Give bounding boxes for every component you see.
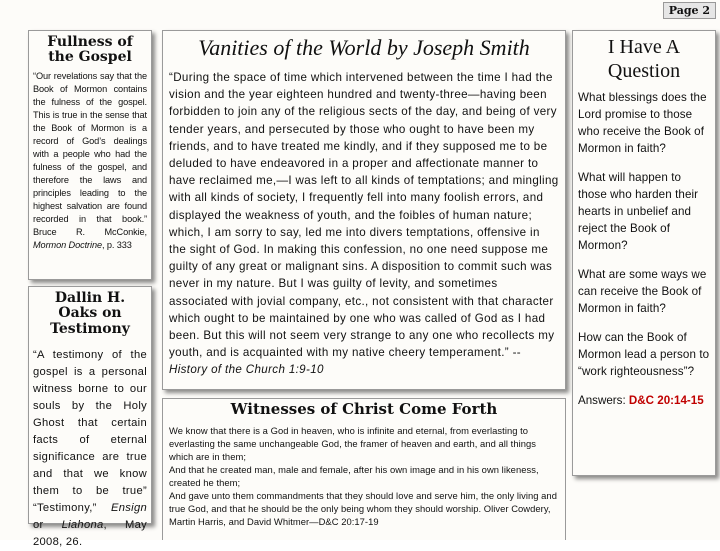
fullness-gospel-box bbox=[28, 30, 152, 280]
mormon-doctrine-page: , p. 333 bbox=[101, 239, 132, 250]
answers-reference: D&C 20:14-15 bbox=[628, 394, 704, 407]
or-text: or bbox=[33, 519, 62, 532]
question-item: What will happen to those who harden their hearts in unbelief and reject the Book of Mormon? bbox=[578, 171, 699, 252]
history-church-source: History of the Church 1:9-10 bbox=[169, 363, 324, 377]
witnesses-line: And that he created man, male and female, after his own image and in his own likeness, created he them; bbox=[169, 463, 539, 488]
vanities-box bbox=[162, 30, 566, 390]
witnesses-line: We know that there is a God in heaven, who is infinite and eternal, from everlasting to everlasting the same unchangeable God, the framer of heaven and earth, and all things which are in them; bbox=[169, 424, 536, 462]
ensign-source: Ensign bbox=[110, 502, 147, 515]
liahona-source: Liahona bbox=[61, 519, 104, 532]
oaks-testimony-title: Dallin H. Oaks on Testimony bbox=[50, 290, 130, 337]
vanities-title: Vanities of the World by Joseph Smith bbox=[198, 35, 530, 60]
witnesses-title: Witnesses of Christ Come Forth bbox=[230, 400, 498, 418]
joseph-smith-quote bbox=[169, 69, 559, 379]
answers-line bbox=[578, 392, 710, 409]
mormon-doctrine-source: Mormon Doctrine bbox=[33, 239, 102, 250]
oaks-quote-text: “A testimony of the gospel is a personal witness borne to our souls by the Holy Ghost that certain facts of eternal significance are true and that we know them to be true” “Testimony,” bbox=[33, 349, 147, 515]
answers-label: Answers: bbox=[578, 394, 629, 407]
page-label: Page 2 bbox=[663, 2, 716, 19]
question-title: I Have A Question bbox=[607, 36, 681, 82]
joseph-smith-quote-text: “During the space of time which intervened between the time I had the vision and the year eighteen hundred and twenty-three—having been forbidden to join any of the religious sects of the day, and being of very tender years, and persecuted by those who ought to have been my friends, and to have treated me kindly, and if they supposed me to be deluded to have endeavored in a proper and affectionate manner to have reclaimed me,—I was left to all kinds of temptations; and mingling with all kinds of society, I frequently fell into many foolish errors, and displayed the weakness of youth, and the foibles of human nature; which, I am sorry to say, led me into divers temptations, offensive in the sight of God. In making this confession, no one need suppose me guilty of any great or malignant sins. A disposition to commit such was never in my nature. But I was guilty of levity, and sometimes associated with jovial company, etc., not consistent with that character which ought to be maintained by one who was called of God as I had been. But this will not seem very strange to any one who recollects my youth, and is acquainted with my native cheery temperament.” -- bbox=[169, 71, 559, 360]
question-item: What blessings does the Lord promise to those who receive the Book of Mormon in faith? bbox=[578, 91, 707, 155]
question-item: How can the Book of Mormon lead a person to “work righteousness”? bbox=[578, 331, 710, 378]
question-box bbox=[572, 30, 716, 476]
witnesses-line: And gave unto them commandments that they should love and serve him, the only living and true God, and that he should be the only being whom they should worship. Oliver Cowdery, Martin Harris, and David Whitmer—D&C 20:17-19 bbox=[169, 489, 557, 527]
oaks-quote bbox=[33, 347, 147, 551]
oaks-testimony-box bbox=[28, 286, 152, 549]
witnesses-box bbox=[162, 398, 566, 540]
fullness-gospel-title: Fullness of the Gospel bbox=[47, 34, 133, 66]
witnesses-body bbox=[169, 424, 559, 528]
oaks-date: , May 2008, 26. bbox=[33, 519, 147, 549]
question-item: What are some ways we can receive the Book of Mormon in faith? bbox=[578, 268, 707, 315]
mcconkie-quote-text: “Our revelations say that the Book of Mormon contains the fulness of the gospel. This is true in the sense that the Book of Mormon is a record of God’s dealings with a people who had the fulness of the gospel, and therefore the laws and principles leading to the highest salvation are found recorded in that book.” Bruce R. McConkie, bbox=[33, 70, 147, 237]
mcconkie-quote bbox=[33, 70, 147, 252]
